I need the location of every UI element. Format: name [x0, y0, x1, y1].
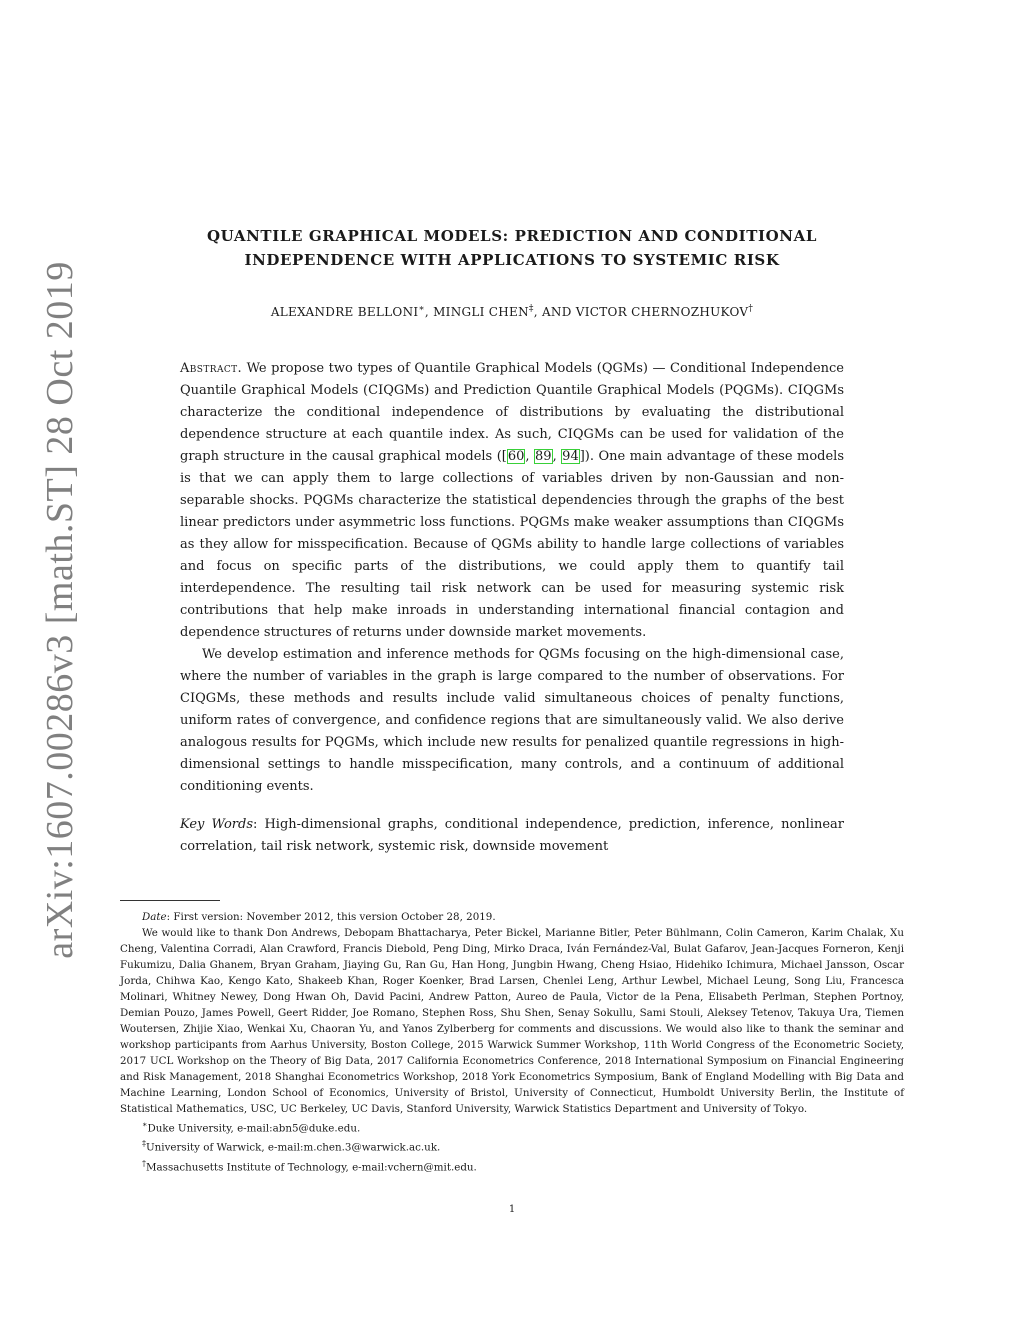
- keywords-text: : High-dimensional graphs, conditional independence, prediction, inference, nonlinear correlation, tail risk network, systemic risk, downside movement: [180, 817, 845, 854]
- title-line-1: QUANTILE GRAPHICAL MODELS: PREDICTION AND CONDITIONAL: [207, 227, 817, 245]
- author-mark-2: ‡: [528, 304, 534, 314]
- footnote-text: Duke University, e-mail:abn5@duke.edu.: [147, 1122, 361, 1135]
- footnote-warwick: [120, 1136, 904, 1155]
- keywords: [180, 814, 844, 858]
- footnote-mark: †: [142, 1158, 146, 1168]
- footnote-rule: [120, 900, 220, 901]
- author-belloni: ALEXANDRE BELLONI: [270, 305, 419, 319]
- citation-link-94[interactable]: 94: [562, 449, 579, 464]
- footnotes: [120, 909, 904, 1175]
- keywords-label: Key Words: [180, 817, 253, 832]
- title-line-2: INDEPENDENCE WITH APPLICATIONS TO SYSTEMIC RISK: [244, 251, 780, 269]
- footnote-mit: [120, 1156, 904, 1175]
- citation-separator: ,: [552, 449, 562, 464]
- abstract: [180, 358, 844, 798]
- footnote-duke: [120, 1117, 904, 1136]
- date-label: Date: [142, 911, 167, 923]
- abstract-heading: Abstract.: [180, 361, 243, 376]
- citation-link-89[interactable]: 89: [535, 449, 552, 464]
- citation-separator: ,: [525, 449, 535, 464]
- abstract-paragraph-1: [180, 358, 844, 644]
- abstract-paragraph-2: We develop estimation and inference methods for QGMs focusing on the high-dimensional case, where the number of variables in the graph is large compared to the number of observations. For CIQGMs, these methods and results include valid simultaneous choices of penalty functions, uniform rates of convergence, and confidence regions that are simultaneously valid. We also derive analogous results for PQGMs, which include new results for penalized quantile regressions in high-dimensional settings to handle misspecification, many controls, and a continuum of additional conditioning events.: [180, 647, 844, 794]
- footnote-text: Massachusetts Institute of Technology, e-mail:vchern@mit.edu.: [146, 1161, 477, 1174]
- footnote-text: University of Warwick, e-mail:m.chen.3@warwick.ac.uk.: [146, 1141, 441, 1154]
- author-chen: , MINGLI CHEN: [424, 305, 529, 319]
- footnote-date: [120, 909, 904, 925]
- footnote-mark: ∗: [142, 1120, 148, 1129]
- abstract-text-1a: We propose two types of Quantile Graphical Models (QGMs) — Conditional Independence Quantile Graphical Models (CIQGMs) and Prediction Quantile Graphical Models (PQGMs). CIQGMs characterize the conditional independence of distributions by evaluating the distributional dependence structure at each quantile index. As such, CIQGMs can be used for validation of the graph structure in the causal graphical models ([: [180, 361, 844, 464]
- date-text: : First version: November 2012, this version October 28, 2019.: [166, 911, 496, 923]
- author-mark-1: ∗: [418, 304, 425, 314]
- author-chernozhukov: , AND VICTOR CHERNOZHUKOV: [533, 305, 749, 319]
- page-number: 1: [508, 1204, 516, 1215]
- author-mark-3: †: [748, 304, 754, 314]
- abstract-text-1b: ]). One main advantage of these models is that we can apply them to large collections of variables driven by non-Gaussian and non-separable shocks. PQGMs characterize the statistical dependencies through the graphs of the best linear predictors under asymmetric loss functions. PQGMs make weaker assumptions than CIQGMs as they allow for misspecification. Because of QGMs ability to handle large collections of variables and focus on specific parts of the distributions, we could apply them to quantify tail interdependence. The resulting tail risk network can be used for measuring systemic risk contributions that help make inroads in understanding international financial contagion and dependence structures of returns under downside market movements.: [180, 449, 844, 640]
- citation-link-60[interactable]: 60: [507, 449, 525, 464]
- footnote-acknowledgments: We would like to thank Don Andrews, Debopam Bhattacharya, Peter Bickel, Marianne Bitler, Peter Bühlmann, Colin Cameron, Karim Chalak, Xu Cheng, Valentina Corradi, Alan Crawford, Francis Diebold, Peng Ding, Mirko Draca, Iván Fernández-Val, Bulat Gafarov, Jean-Jacques Forneron, Kenji Fukumizu, Dalia Ghanem, Bryan Graham, Jiaying Gu, Ran Gu, Han Hong, Jungbin Hwang, Cheng Hsiao, Hidehiko Ichimura, Michael Jansson, Oscar Jorda, Chihwa Kao, Kengo Kato, Shakeeb Khan, Roger Koenker, Brad Larsen, Chenlei Leng, Arthur Lewbel, Michael Leung, Song Liu, Francesca Molinari, Whitney Newey, Dong Hwan Oh, David Pacini, Andrew Patton, Aureo de Paula, Victor de la Pena, Elisabeth Perlman, Stephen Portnoy, Demian Pouzo, James Powell, Geert Ridder, Joe Romano, Stephen Ross, Shu Shen, Senay Sokullu, Sami Stouli, Aleksey Tetenov, Takuya Ura, Tiemen Woutersen, Zhijie Xiao, Wenkai Xu, Chaoran Yu, and Yanos Zylberberg for comments and discussions. We would also like to thank the seminar and workshop participants from Aarhus University, Boston College, 2015 Warwick Summer Workshop, 11th World Congress of the Econometric Society, 2017 UCL Workshop on the Theory of Big Data, 2017 California Econometrics Conference, 2018 International Symposium on Financial Engineering and Risk Management, 2018 Shanghai Econometrics Workshop, 2018 York Econometrics Symposium, Bank of England Modelling with Big Data and Machine Learning, London School of Economics, University of Bristol, University of Connecticut, Humboldt University Berlin, the Institute of Statistical Mathematics, USC, UC Berkeley, UC Davis, Stanford University, Warwick Statistics Department and University of Tokyo.: [120, 927, 904, 1115]
- footnote-mark: ‡: [142, 1139, 146, 1149]
- arxiv-identifier-text: arXiv:1607.00286v3 [math.ST] 28 Oct 2019: [39, 261, 81, 959]
- paper-title: [160, 224, 864, 272]
- author-list: [160, 300, 864, 321]
